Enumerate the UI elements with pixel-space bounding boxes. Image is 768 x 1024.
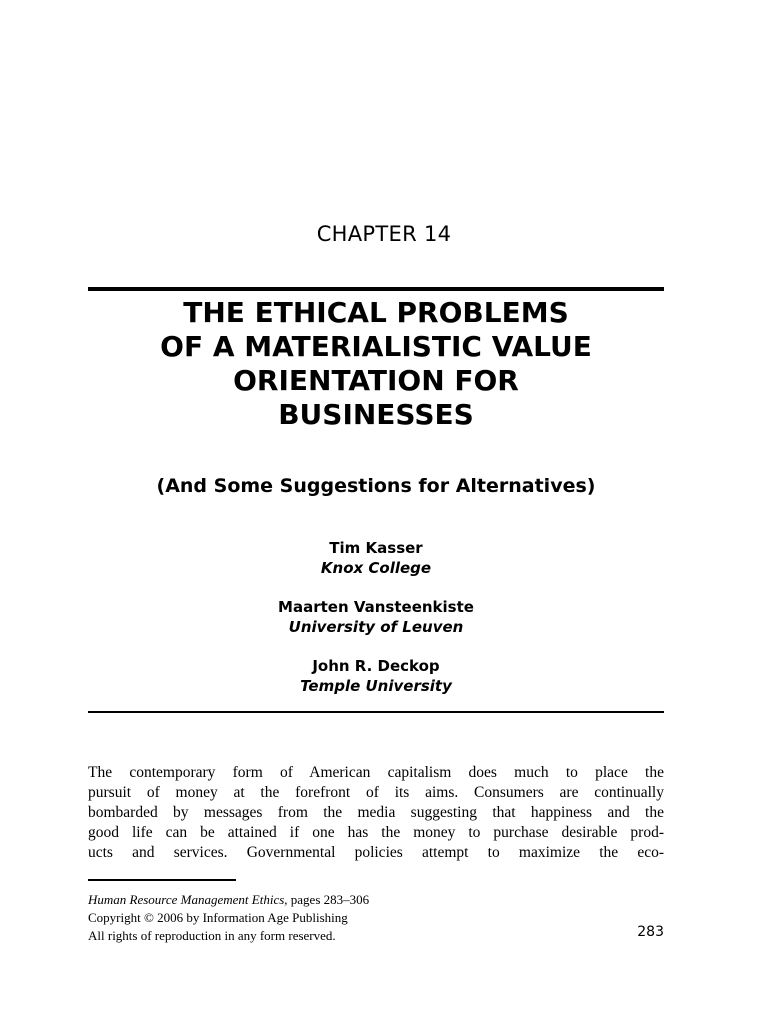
book-title: Human Resource Management Ethics [88, 892, 285, 907]
title-line: THE ETHICAL PROBLEMS [183, 296, 569, 329]
author-affiliation: Knox College [320, 559, 432, 577]
title-line: BUSINESSES [278, 398, 474, 431]
header-bottom-rule [88, 711, 664, 713]
page-range: , pages 283–306 [284, 892, 370, 907]
author-block [88, 538, 664, 578]
author-affiliation: Temple University [300, 677, 452, 695]
rights-notice: All rights of reproduction in any form reserved. [88, 928, 336, 943]
author-name: Maarten Vansteenkiste [278, 598, 474, 616]
chapter-subtitle: (And Some Suggestions for Alternatives) [156, 475, 596, 497]
author-name: John R. Deckop [312, 657, 440, 675]
title-line: OF A MATERIALISTIC VALUE [160, 330, 592, 363]
body-line: good life can be attained if one has the money to purchase desirable prod- [88, 824, 664, 841]
footnote-rule [88, 879, 236, 881]
footnote-block [88, 891, 488, 945]
chapter-title [88, 296, 664, 432]
author-affiliation: University of Leuven [288, 618, 464, 636]
author-name: Tim Kasser [329, 539, 423, 557]
footnote-source [88, 891, 488, 909]
author-block [88, 656, 664, 696]
title-top-rule [88, 287, 664, 291]
page-number: 283 [637, 924, 664, 940]
body-line: ucts and services. Governmental policies attempt to maximize the eco- [88, 844, 664, 861]
author-block [88, 597, 664, 637]
body-paragraph [88, 763, 664, 863]
body-line: The contemporary form of American capitalism does much to place the [88, 764, 664, 781]
title-line: ORIENTATION FOR [233, 364, 519, 397]
chapter-label: CHAPTER 14 [316, 222, 452, 246]
body-line: pursuit of money at the forefront of its aims. Consumers are continually [88, 784, 664, 801]
copyright-notice: Copyright © 2006 by Information Age Publishing [88, 910, 348, 925]
body-line: bombarded by messages from the media suggesting that happiness and the [88, 804, 664, 821]
